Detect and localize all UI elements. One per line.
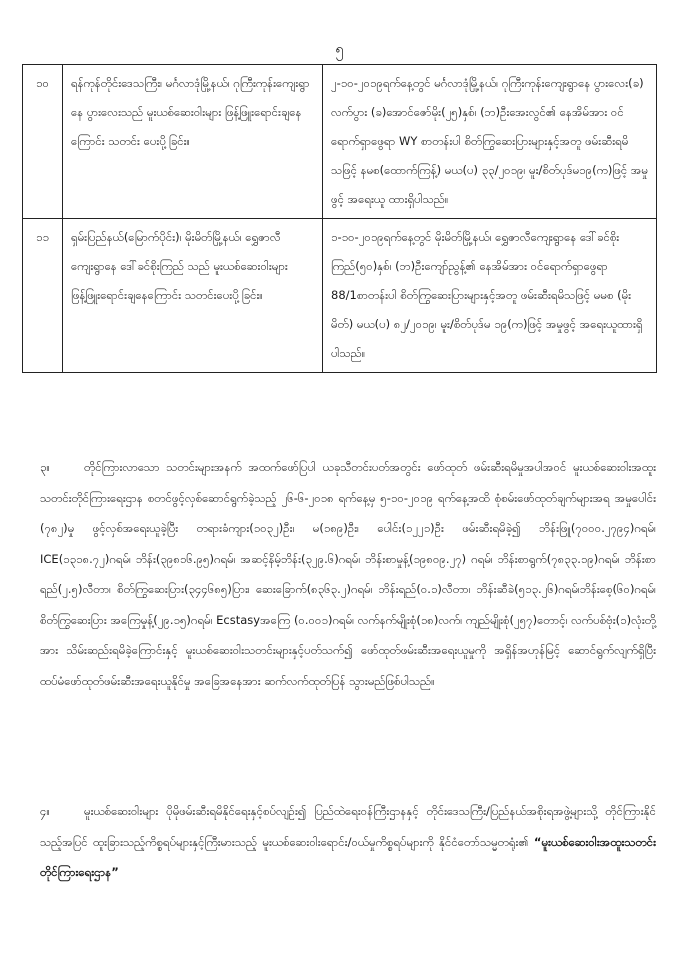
action-detail: ၂-၁၀-၂၀၁၉ရက်နေ့တွင် မင်္ဂလာဒုံမြို့နယ်၊ ဂုကြီးကုန်းကျေးရွာနေ ပွားလေး(ခ) လက်ပွား (ခ)အောင်ဇော်မိုး(၂၅)နှစ်၊ (ဘ)ဦးအေးလွင်၏ နေအိမ်အား ဝင်ရောက်ရှာဖွေရာ WY စာတန်းပါ စိတ်ကြွဆေးပြားများနှင့်အတူ ဖမ်းဆီးရမိသဖြင့် နမစ(ထောက်ကြန့်) မယ(ပ) ၃၃/၂၀၁၉၊ မူး/စိတ်ပုဒ်မ၁၉(က)ဖြင့် အမှုဖွင့် အရေးယူ ထားရှိပါသည်။ xyxy=(323,65,657,219)
table-row xyxy=(23,65,657,219)
paragraph-3 xyxy=(40,452,656,696)
page-number: ၅ xyxy=(335,40,344,58)
paragraph-4 xyxy=(40,796,656,888)
report-title: ရှမ်းပြည်နယ်(မြောက်ပိုင်း)၊ မိုးမိတ်မြို့နယ်၊ ရွှေဇာလီကျေးရွာနေ ဒေါ်ခင်စိုးကြည် သည် မူးယစ်ဆေးဝါးများ ဖြန့်ဖြူးရောင်းချနေကြောင်း သတင်းပေးပို့ခြင်း။ xyxy=(63,219,323,373)
action-detail: ၁-၁၀-၂၀၁၉ရက်နေ့တွင် မိုးမိတ်မြို့နယ်၊ ရွှေဇာလီကျေးရွာနေ ဒေါ်ခင်စိုးကြည်(၅၀)နှစ်၊ (ဘ)ဦးကျော်ညွန့်၏ နေအိမ်အား ဝင်ရောက်ရှာဖွေရာ 88/1စာတန်းပါ စိတ်ကြွဆေးပြားများနှင့်အတူ ဖမ်းဆီးရမိသဖြင့် မမစ (မိုးမိတ်) မယ(ပ) ၈၂/၂၀၁၉၊ မူး/စိတ်ပုဒ်မ ၁၉(က)ဖြင့် အမှုဖွင့် အရေးယူထားရှိပါသည်။ xyxy=(323,219,657,373)
paragraph-number: ၄။ xyxy=(40,804,50,818)
report-table xyxy=(22,64,657,373)
report-title: ရန်ကုန်တိုင်းဒေသကြီး၊ မင်္ဂလာဒုံမြို့နယ်၊ ဂုကြီးကုန်းကျေးရွာနေ ပွားလေးသည် မူးယစ်ဆေးဝါးများ ဖြန့်ဖြူးရောင်းချနေကြောင်း သတင်း ပေးပို့ခြင်း။ xyxy=(63,65,323,219)
row-number: ၁၁ xyxy=(23,219,63,373)
department-name: “မူးယစ်ဆေးဝါးအထူးသတင်းတိုင်ကြားရေးဌာန” xyxy=(40,834,656,879)
paragraph-text: တိုင်ကြားလာသော သတင်းများအနက် အထက်ဖော်ပြပါ ယခုသီတင်းပတ်အတွင်း ဖော်ထုတ် ဖမ်းဆီးရမိမှုအပါအဝင် မူးယစ်ဆေးဝါးအထူးသတင်းတိုင်ကြားရေးဌာန စတင်ဖွင့်လှစ်ဆောင်ရွက်ခဲ့သည့် ၂၆-၆-၂၀၁၈ ရက်နေ့မှ ၅-၁၀-၂၀၁၉ ရက်နေ့အထိ စုံစမ်းဖော်ထုတ်ချက်များအရ အမှုပေါင်း (၇၈၂)မှု ဖွင့်လှစ်အရေးယူခဲ့ပြီး တရားခံကျား(၁၀၃၂)ဦး၊ မ(၁၈၉)ဦး၊ ပေါင်း(၁၂၂၁)ဦး ဖမ်းဆီးရမိခဲ့၍ ဘိန်းဖြူ(၇၀၀၀.၂၇၉၄)ဂရမ်၊ ICE(၁၃၁၈.၇၂)ဂရမ်၊ ဘိန်း(၃၉၈၁၆.၉၅)ဂရမ်၊ အဆင့်နိမ့်ဘိန်း(၃၂၉.၆)ဂရမ်၊ ဘိန်းစာမှုန့်(၁၉၈၀၉.၂၇) ဂရမ်၊ ဘိန်းစာရွက်(၇၈၃၃.၁၉)ဂရမ်၊ ဘိန်းစာရည်(၂.၅)လီတာ၊ စိတ်ကြွဆေးပြား(၃၄၄၆၈၅)ပြား၊ ဆေးခြောက်(၈၃၆၃.၂)ဂရမ်၊ ဘိန်းရည်(၀.၁)လီတာ၊ ဘိန်းဆီခဲ(၅၁၃.၂၆)ဂရမ်၊ဘိန်းစေ့(၆၀)ဂရမ်၊ စိတ်ကြွဆေးပြား အကြေမှုန့်(၂၉.၁၅)ဂရမ်၊ Ecstasyအကြေ (၀.၀၀၁)ဂရမ်၊ လက်နက်မျိုးစုံ(၁၈)လက်၊ ကျည်မျိုးစုံ(၂၅၇)တောင့်၊ လက်ပစ်ဗုံး(၁)လုံးတို့အား သိမ်းဆည်းရမိခဲ့ကြောင်းနှင့် မူးယစ်ဆေးဝါးသတင်းများနှင့်ပတ်သက်၍ ဖော်ထုတ်ဖမ်းဆီးအရေးယူမှုကို အရှိန်အဟုန်မြင့် ဆောင်ရွက်လျက်ရှိပြီး ထပ်မံဖော်ထုတ်ဖမ်းဆီးအရေးယူနိုင်မှု အခြေအနေအား ဆက်လက်ထုတ်ပြန် သွားမည်ဖြစ်ပါသည်။ xyxy=(40,460,656,688)
row-number: ၁၀ xyxy=(23,65,63,219)
paragraph-text: မူးယစ်ဆေးဝါးများ ပိုမိုဖမ်းဆီးရမိနိုင်ရေးနှင့်စပ်လျဉ်း၍ ပြည်ထဲရေးဝန်ကြီးဌာနနှင့် တိုင်းဒေသကြီး/ပြည်နယ်အစိုးရအဖွဲ့များသို့ တိုင်ကြားနိုင်သည့်အပြင် ထူးခြားသည့်ကိစ္စရပ်များနှင့်ကြီးမားသည့် မူးယစ်ဆေးဝါးရောင်း/ဝယ်မှုကိစ္စရပ်များကို နိုင်ငံတော်သမ္မတရုံး၏ xyxy=(40,804,656,849)
paragraph-number: ၃။ xyxy=(40,460,50,474)
table-row xyxy=(23,219,657,373)
